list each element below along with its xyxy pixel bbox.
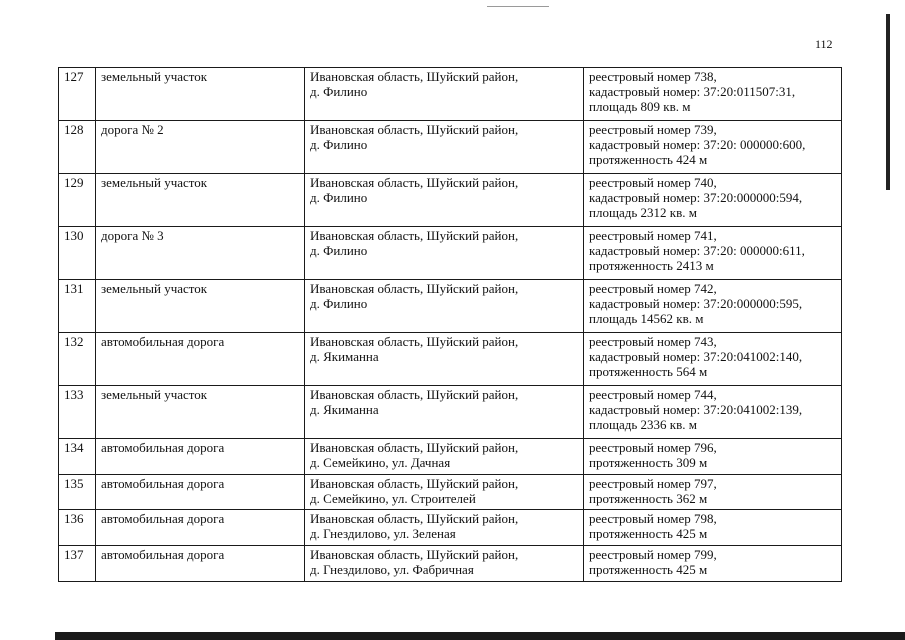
object-name: земельный участок [96,174,305,227]
table-row [59,333,842,386]
object-details [584,475,842,510]
object-details [584,333,842,386]
object-details [584,121,842,174]
object-address [305,546,584,582]
address-line: Ивановская область, Шуйский район, [310,511,519,526]
row-number: 128 [59,121,96,174]
row-number: 132 [59,333,96,386]
detail-line: площадь 2312 кв. м [589,205,697,220]
address-line: Ивановская область, Шуйский район, [310,547,519,562]
detail-line: реестровый номер 743, [589,334,717,349]
detail-line: протяженность 424 м [589,152,708,167]
object-name: земельный участок [96,68,305,121]
object-details [584,439,842,475]
object-details [584,174,842,227]
table-row [59,68,842,121]
detail-line: реестровый номер 744, [589,387,717,402]
address-line: д. Филино [310,137,368,152]
address-line: д. Семейкино, ул. Дачная [310,455,451,470]
detail-line: протяженность 564 м [589,364,708,379]
detail-line: площадь 809 кв. м [589,99,691,114]
row-number: 133 [59,386,96,439]
detail-line: протяженность 309 м [589,455,708,470]
object-name: автомобильная дорога [96,333,305,386]
row-number: 137 [59,546,96,582]
detail-line: кадастровый номер: 37:20:041002:139, [589,402,803,417]
address-line: Ивановская область, Шуйский район, [310,122,519,137]
address-line: Ивановская область, Шуйский район, [310,387,519,402]
object-details [584,280,842,333]
detail-line: реестровый номер 798, [589,511,717,526]
address-line: Ивановская область, Шуйский район, [310,175,519,190]
table-row [59,227,842,280]
object-name: земельный участок [96,280,305,333]
detail-line: протяженность 362 м [589,491,708,506]
row-number: 135 [59,475,96,510]
object-address [305,227,584,280]
detail-line: реестровый номер 738, [589,69,717,84]
address-line: д. Филино [310,243,368,258]
address-line: д. Филино [310,190,368,205]
detail-line: реестровый номер 739, [589,122,717,137]
address-line: д. Якиманна [310,402,379,417]
detail-line: кадастровый номер: 37:20: 000000:611, [589,243,805,258]
table-row [59,439,842,475]
table-row [59,121,842,174]
row-number: 130 [59,227,96,280]
address-line: д. Филино [310,84,368,99]
object-address [305,121,584,174]
scan-edge-bar [886,14,890,190]
detail-line: реестровый номер 796, [589,440,717,455]
detail-line: протяженность 2413 м [589,258,714,273]
detail-line: кадастровый номер: 37:20: 000000:600, [589,137,806,152]
table-row [59,386,842,439]
detail-line: реестровый номер 799, [589,547,717,562]
detail-line: реестровый номер 741, [589,228,717,243]
object-address [305,386,584,439]
row-number: 136 [59,510,96,546]
object-address [305,510,584,546]
address-line: Ивановская область, Шуйский район, [310,334,519,349]
row-number: 129 [59,174,96,227]
scan-bottom-bar [55,632,905,640]
address-line: д. Гнездилово, ул. Зеленая [310,526,456,541]
page-number: 112 [815,37,833,51]
address-line: Ивановская область, Шуйский район, [310,440,519,455]
row-number: 127 [59,68,96,121]
detail-line: протяженность 425 м [589,526,708,541]
detail-line: кадастровый номер: 37:20:041002:140, [589,349,803,364]
address-line: Ивановская область, Шуйский район, [310,228,519,243]
object-details [584,386,842,439]
table-row [59,280,842,333]
detail-line: протяженность 425 м [589,562,708,577]
detail-line: площадь 2336 кв. м [589,417,697,432]
table-row [59,174,842,227]
address-line: Ивановская область, Шуйский район, [310,69,519,84]
object-details [584,510,842,546]
object-address [305,333,584,386]
row-number: 134 [59,439,96,475]
row-number: 131 [59,280,96,333]
object-address [305,280,584,333]
object-details [584,227,842,280]
object-address [305,439,584,475]
object-address [305,68,584,121]
detail-line: реестровый номер 742, [589,281,717,296]
property-registry-table [58,67,842,582]
address-line: Ивановская область, Шуйский район, [310,281,519,296]
object-name: автомобильная дорога [96,439,305,475]
detail-line: площадь 14562 кв. м [589,311,704,326]
object-name: дорога № 3 [96,227,305,280]
header-rule [487,6,549,7]
object-name: земельный участок [96,386,305,439]
address-line: д. Филино [310,296,368,311]
object-details [584,68,842,121]
object-address [305,174,584,227]
table-row [59,510,842,546]
address-line: д. Семейкино, ул. Строителей [310,491,476,506]
object-name: дорога № 2 [96,121,305,174]
detail-line: кадастровый номер: 37:20:000000:595, [589,296,803,311]
table-row [59,475,842,510]
detail-line: кадастровый номер: 37:20:011507:31, [589,84,796,99]
object-address [305,475,584,510]
address-line: Ивановская область, Шуйский район, [310,476,519,491]
object-name: автомобильная дорога [96,546,305,582]
object-details [584,546,842,582]
detail-line: реестровый номер 740, [589,175,717,190]
object-name: автомобильная дорога [96,510,305,546]
address-line: д. Якиманна [310,349,379,364]
address-line: д. Гнездилово, ул. Фабричная [310,562,474,577]
detail-line: реестровый номер 797, [589,476,717,491]
detail-line: кадастровый номер: 37:20:000000:594, [589,190,803,205]
table-row [59,546,842,582]
object-name: автомобильная дорога [96,475,305,510]
